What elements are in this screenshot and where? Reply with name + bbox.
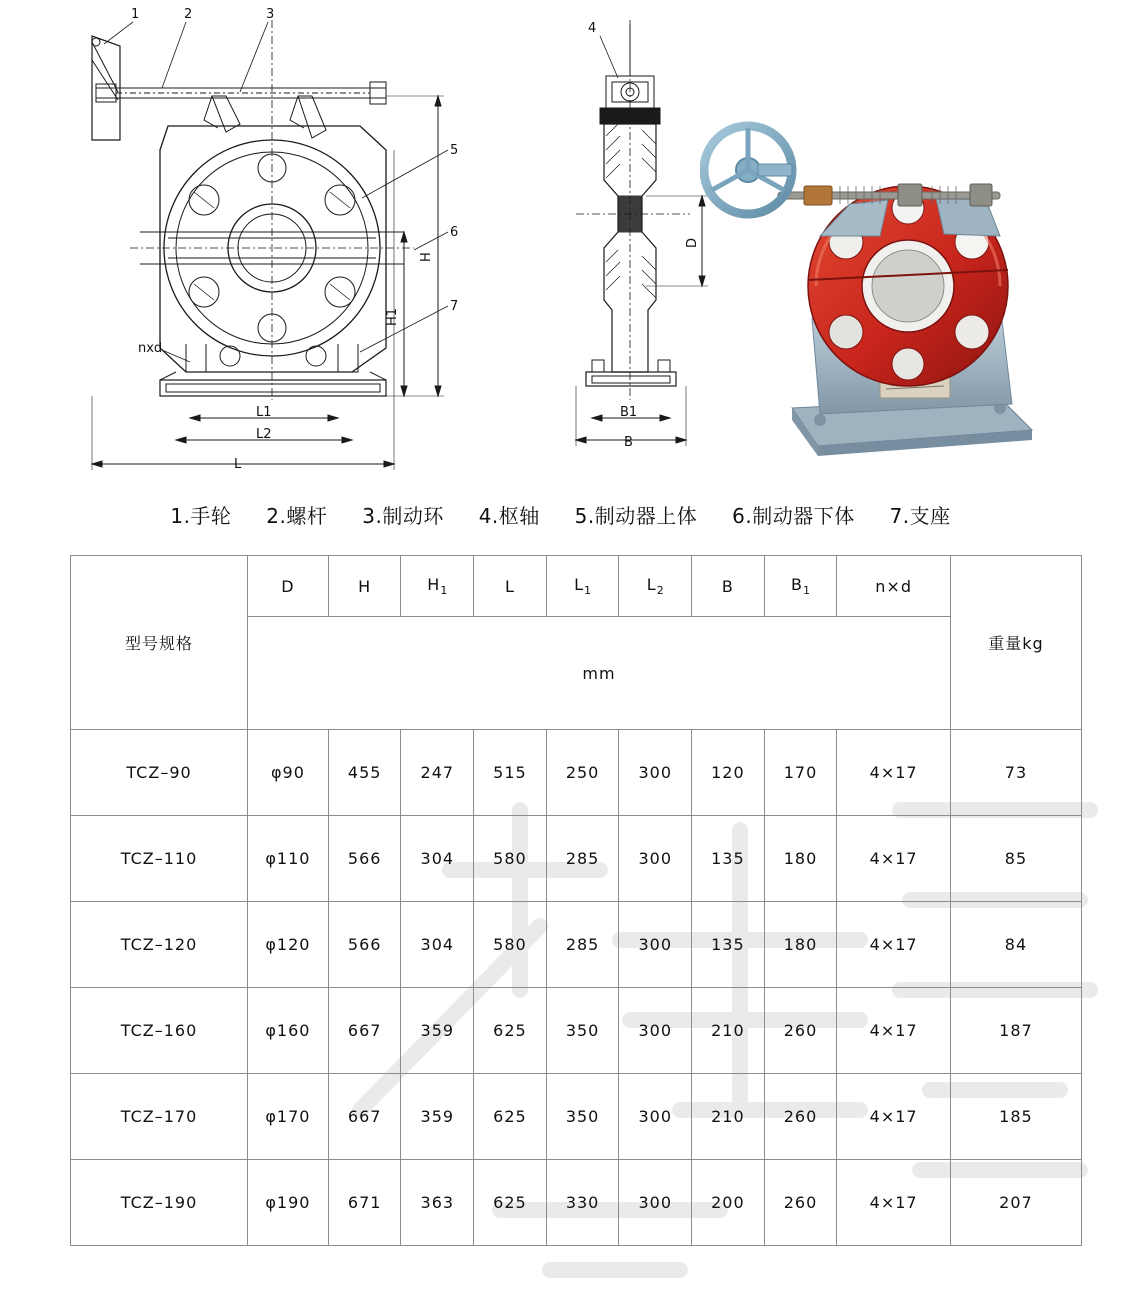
cell-B1: 260 — [764, 1160, 837, 1246]
cell-H: 455 — [328, 730, 401, 816]
cell-H1: 359 — [401, 988, 474, 1074]
cell-B: 210 — [692, 1074, 765, 1160]
cell-nxd: 4×17 — [837, 902, 951, 988]
cell-L1: 350 — [546, 1074, 619, 1160]
header-row-dims — [71, 556, 1082, 617]
spec-table — [70, 555, 1082, 1246]
header-L2: $L_2$ — [619, 556, 692, 617]
cell-nxd: 4×17 — [837, 1160, 951, 1246]
label-B1: B1 — [620, 405, 638, 420]
header-L: L — [474, 556, 547, 617]
table-row — [71, 1074, 1082, 1160]
cell-weight: 207 — [950, 1160, 1081, 1246]
header-B1: $B_1$ — [764, 556, 837, 617]
cell-D: φ120 — [248, 902, 329, 988]
cell-L1: 285 — [546, 816, 619, 902]
cell-D: φ90 — [248, 730, 329, 816]
cell-H1: 363 — [401, 1160, 474, 1246]
cell-L: 580 — [474, 816, 547, 902]
cell-model: TCZ–170 — [71, 1074, 248, 1160]
cell-H1: 247 — [401, 730, 474, 816]
cell-B: 135 — [692, 902, 765, 988]
cell-B1: 260 — [764, 988, 837, 1074]
header-L1: $L_1$ — [546, 556, 619, 617]
cell-B1: 170 — [764, 730, 837, 816]
table-row — [71, 730, 1082, 816]
product-photo — [700, 108, 1040, 468]
cell-L: 625 — [474, 1160, 547, 1246]
cell-L: 625 — [474, 988, 547, 1074]
cell-L1: 250 — [546, 730, 619, 816]
cell-weight: 73 — [950, 730, 1081, 816]
cell-weight: 187 — [950, 988, 1081, 1074]
cell-B1: 180 — [764, 902, 837, 988]
header-H1: $H_1$ — [401, 556, 474, 617]
header-D: D — [248, 556, 329, 617]
cell-nxd: 4×17 — [837, 1074, 951, 1160]
callout-1: 1 — [131, 7, 140, 22]
cell-model: TCZ–160 — [71, 988, 248, 1074]
callout-2: 2 — [184, 7, 193, 22]
cell-nxd: 4×17 — [837, 730, 951, 816]
technical-drawing — [0, 0, 1121, 490]
legend-item-1: 1.手轮 — [170, 504, 232, 528]
legend-item-3: 3.制动环 — [362, 504, 444, 528]
photo-hand-wheel — [704, 126, 792, 214]
cell-L2: 300 — [619, 816, 692, 902]
table-row — [71, 1160, 1082, 1246]
cell-model: TCZ–120 — [71, 902, 248, 988]
legend-item-5: 5.制动器上体 — [574, 504, 698, 528]
legend-item-2: 2.螺杆 — [266, 504, 328, 528]
cell-L1: 285 — [546, 902, 619, 988]
cell-B1: 180 — [764, 816, 837, 902]
cell-D: φ190 — [248, 1160, 329, 1246]
label-L1: L1 — [256, 405, 272, 420]
legend-row — [0, 500, 1121, 529]
cell-L1: 350 — [546, 988, 619, 1074]
cell-H: 566 — [328, 816, 401, 902]
header-weight: 重量kg — [950, 556, 1081, 730]
cell-L: 625 — [474, 1074, 547, 1160]
cell-L2: 300 — [619, 988, 692, 1074]
header-unit-mm: mm — [248, 617, 951, 730]
cell-B: 120 — [692, 730, 765, 816]
cell-H: 667 — [328, 1074, 401, 1160]
cell-L2: 300 — [619, 1074, 692, 1160]
callout-6: 6 — [450, 225, 459, 240]
header-H: H — [328, 556, 401, 617]
cell-L2: 300 — [619, 902, 692, 988]
cell-D: φ160 — [248, 988, 329, 1074]
cell-H: 667 — [328, 988, 401, 1074]
label-H1: H1 — [385, 307, 400, 326]
label-H: H — [419, 252, 434, 262]
callout-4: 4 — [588, 21, 597, 36]
cell-H1: 304 — [401, 816, 474, 902]
label-D: D — [685, 237, 700, 248]
cell-D: φ170 — [248, 1074, 329, 1160]
spec-table-body — [71, 730, 1082, 1246]
callout-7: 7 — [450, 299, 459, 314]
cell-B: 135 — [692, 816, 765, 902]
callout-3: 3 — [266, 7, 275, 22]
label-nxd: nxd — [138, 341, 163, 356]
cell-L1: 330 — [546, 1160, 619, 1246]
cell-nxd: 4×17 — [837, 816, 951, 902]
cell-model: TCZ–110 — [71, 816, 248, 902]
legend-item-4: 4.枢轴 — [478, 504, 540, 528]
legend-item-6: 6.制动器下体 — [732, 504, 855, 528]
table-row — [71, 816, 1082, 902]
callout-5: 5 — [450, 143, 459, 158]
spec-table-container — [70, 555, 1082, 1246]
cell-B: 200 — [692, 1160, 765, 1246]
cell-weight: 84 — [950, 902, 1081, 988]
cell-L: 580 — [474, 902, 547, 988]
cell-H: 566 — [328, 902, 401, 988]
label-L2: L2 — [256, 427, 272, 442]
cell-B1: 260 — [764, 1074, 837, 1160]
table-row — [71, 988, 1082, 1074]
cell-B: 210 — [692, 988, 765, 1074]
cell-weight: 85 — [950, 816, 1081, 902]
spec-table-head — [71, 556, 1082, 730]
cell-L: 515 — [474, 730, 547, 816]
cell-D: φ110 — [248, 816, 329, 902]
cell-H1: 359 — [401, 1074, 474, 1160]
cell-nxd: 4×17 — [837, 988, 951, 1074]
cell-H1: 304 — [401, 902, 474, 988]
cell-model: TCZ–190 — [71, 1160, 248, 1246]
legend-item-7: 7.支座 — [889, 504, 951, 528]
cell-L2: 300 — [619, 1160, 692, 1246]
header-model: 型号规格 — [71, 556, 248, 730]
cell-L2: 300 — [619, 730, 692, 816]
cell-model: TCZ–90 — [71, 730, 248, 816]
cell-H: 671 — [328, 1160, 401, 1246]
header-B: B — [692, 556, 765, 617]
header-nxd: n×d — [837, 556, 951, 617]
cell-weight: 185 — [950, 1074, 1081, 1160]
label-L: L — [234, 457, 242, 472]
table-row — [71, 902, 1082, 988]
label-B: B — [624, 435, 633, 450]
